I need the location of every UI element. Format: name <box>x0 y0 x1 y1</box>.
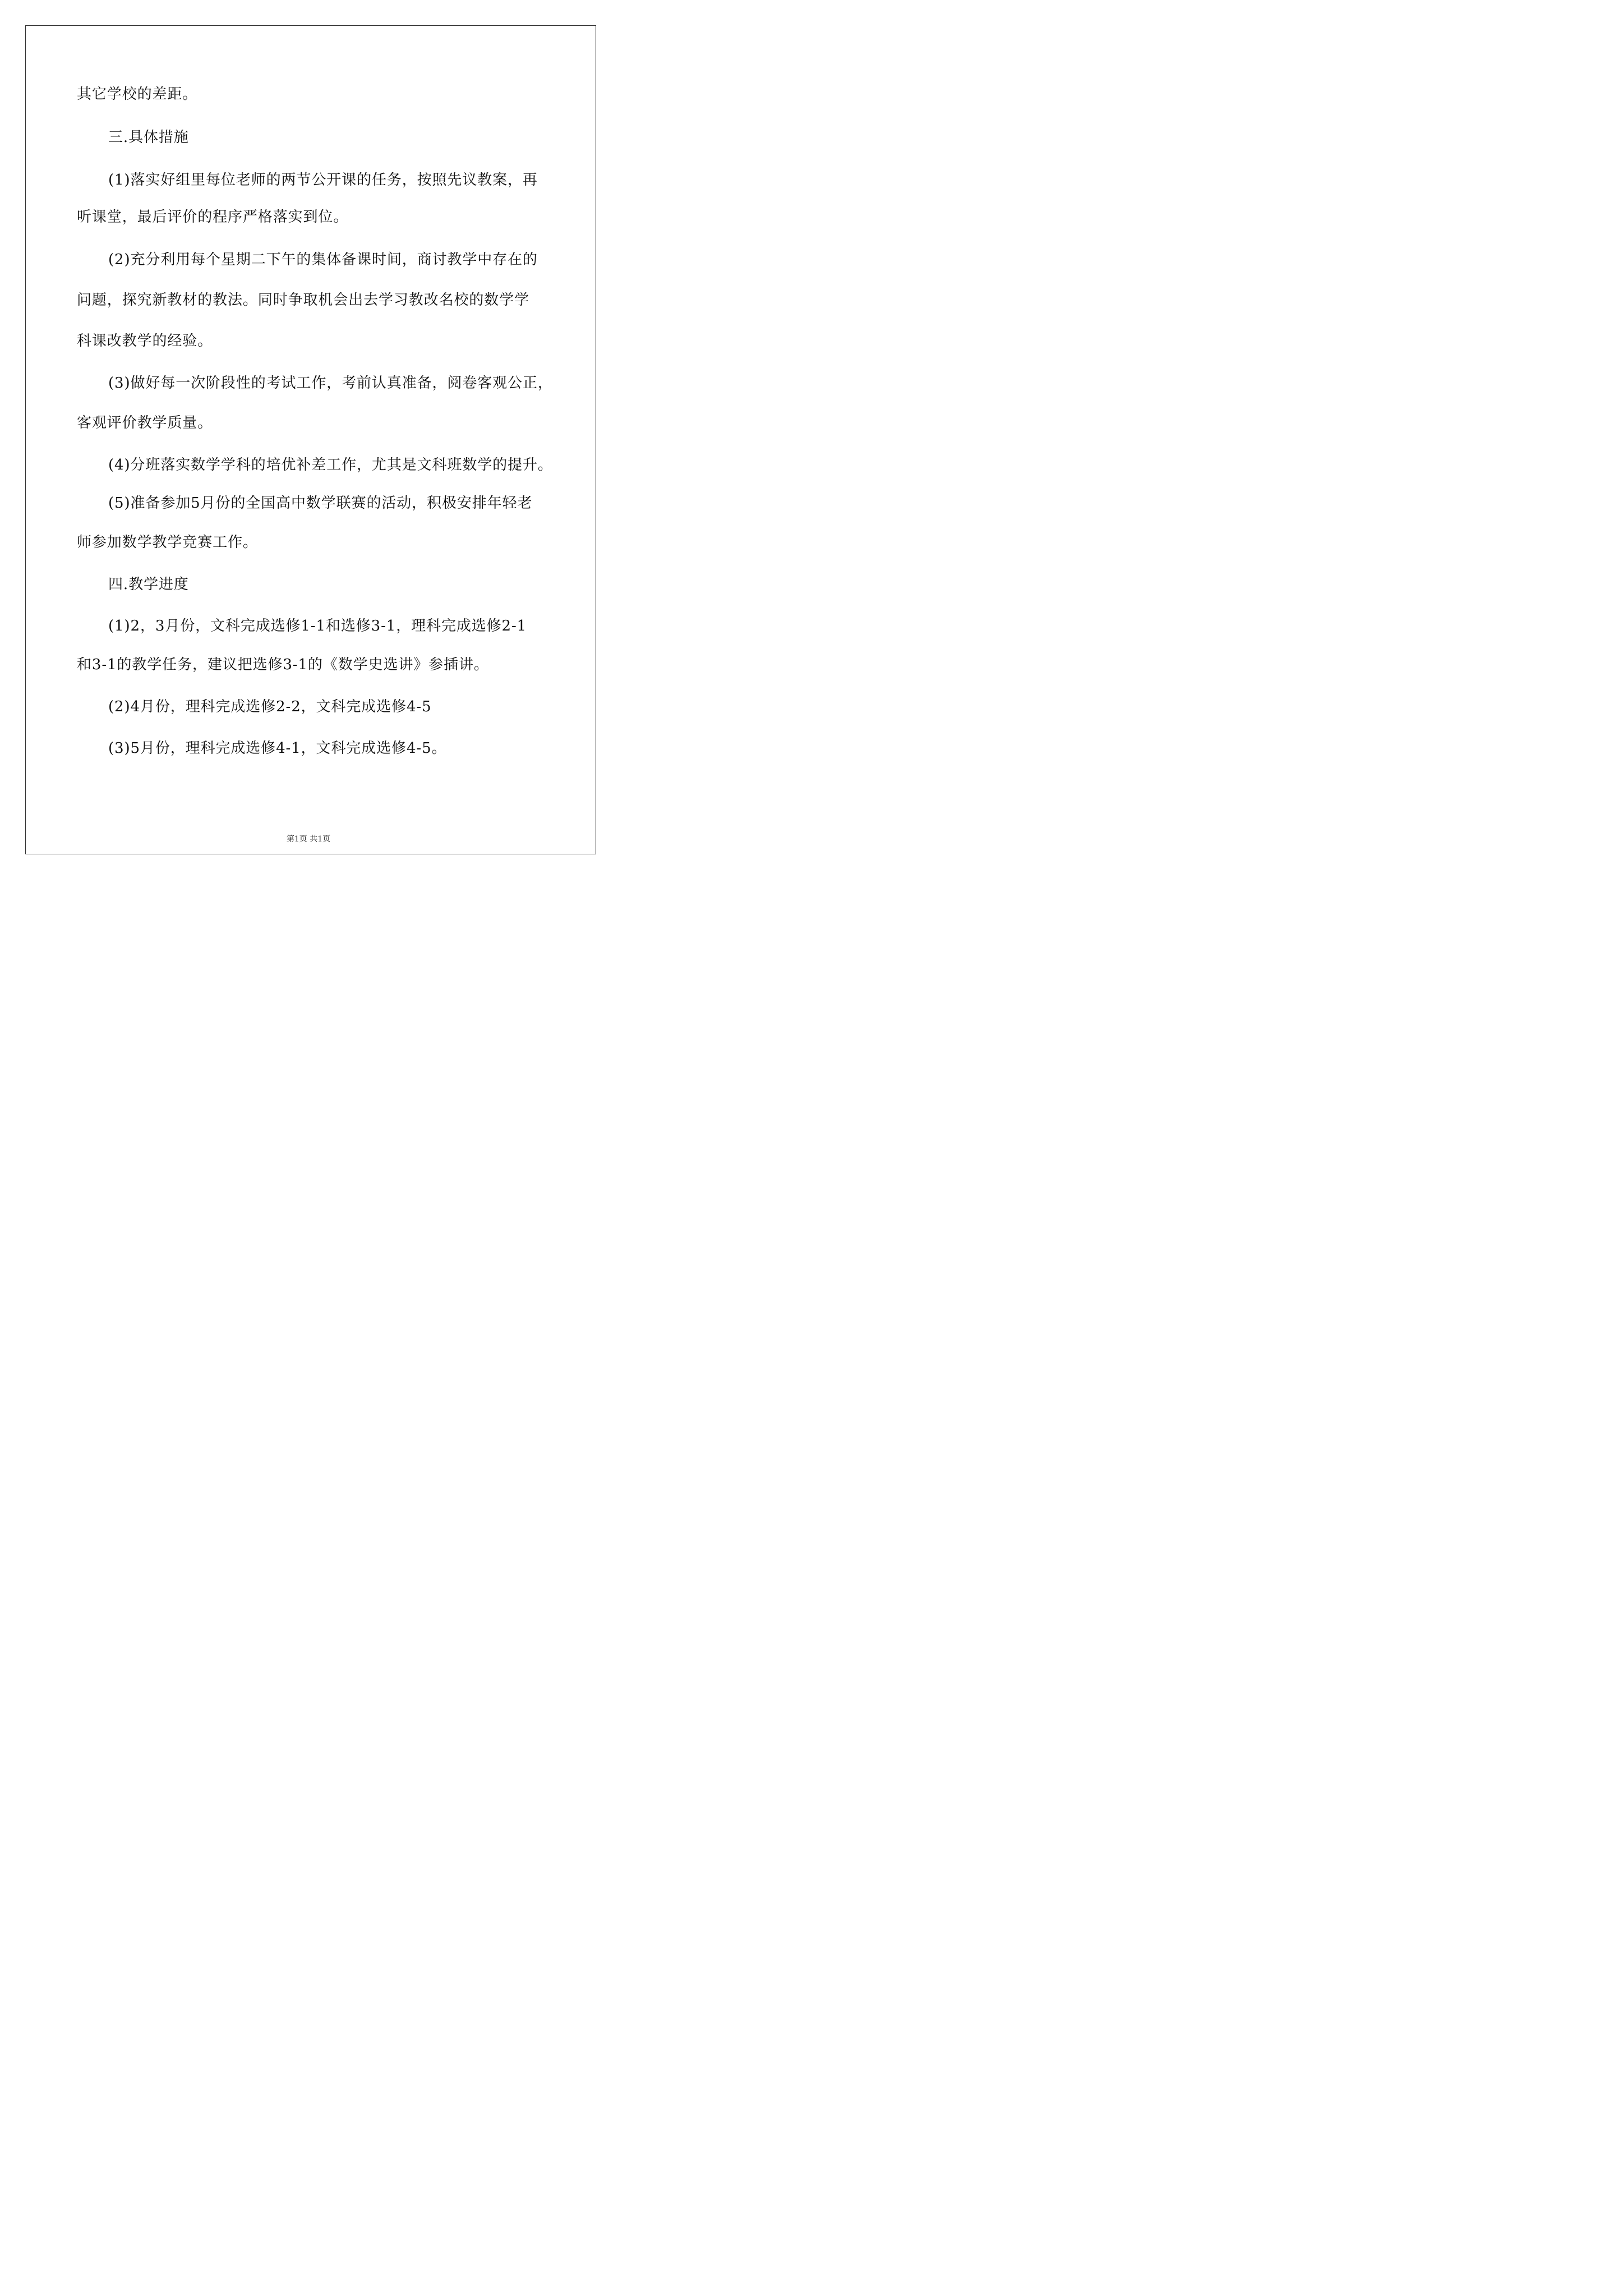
paragraph-line: (1)落实好组里每位老师的两节公开课的任务，按照先议教案，再 <box>108 172 538 188</box>
paragraph-line: (3)5月份，理科完成选修4-1，文科完成选修4-5。 <box>108 740 447 757</box>
paragraph-line: 师参加数学教学竞赛工作。 <box>77 534 258 551</box>
paragraph-line: 问题，探究新教材的教法。同时争取机会出去学习教改名校的数学学 <box>77 292 530 309</box>
paragraph-line: (1)2，3月份，文科完成选修1-1和选修3-1，理科完成选修2-1 <box>108 618 527 634</box>
paragraph-line: 听课堂，最后评价的程序严格落实到位。 <box>77 209 349 226</box>
section-heading: 三.具体措施 <box>108 129 189 146</box>
paragraph-line: 和3-1的教学任务，建议把选修3-1的《数学史选讲》参插讲。 <box>77 656 489 673</box>
page-footer: 第1页 共1页 <box>286 835 331 844</box>
paragraph-line: 科课改教学的经验。 <box>77 333 213 349</box>
paragraph-line: (2)4月份，理科完成选修2-2，文科完成选修4-5 <box>108 698 432 715</box>
page-border <box>25 25 596 854</box>
paragraph-line: 其它学校的差距。 <box>77 86 198 103</box>
paragraph-line: (4)分班落实数学学科的培优补差工作，尤其是文科班数学的提升。 <box>108 457 553 473</box>
section-heading: 四.教学进度 <box>108 576 189 593</box>
paragraph-line: (5)准备参加5月份的全国高中数学联赛的活动，积极安排年轻老 <box>108 495 533 512</box>
paragraph-line: (2)充分利用每个星期二下午的集体备课时间，商讨教学中存在的 <box>108 251 538 268</box>
paragraph-line: 客观评价教学质量。 <box>77 415 213 431</box>
paragraph-line: (3)做好每一次阶段性的考试工作，考前认真准备，阅卷客观公正， <box>108 375 553 392</box>
